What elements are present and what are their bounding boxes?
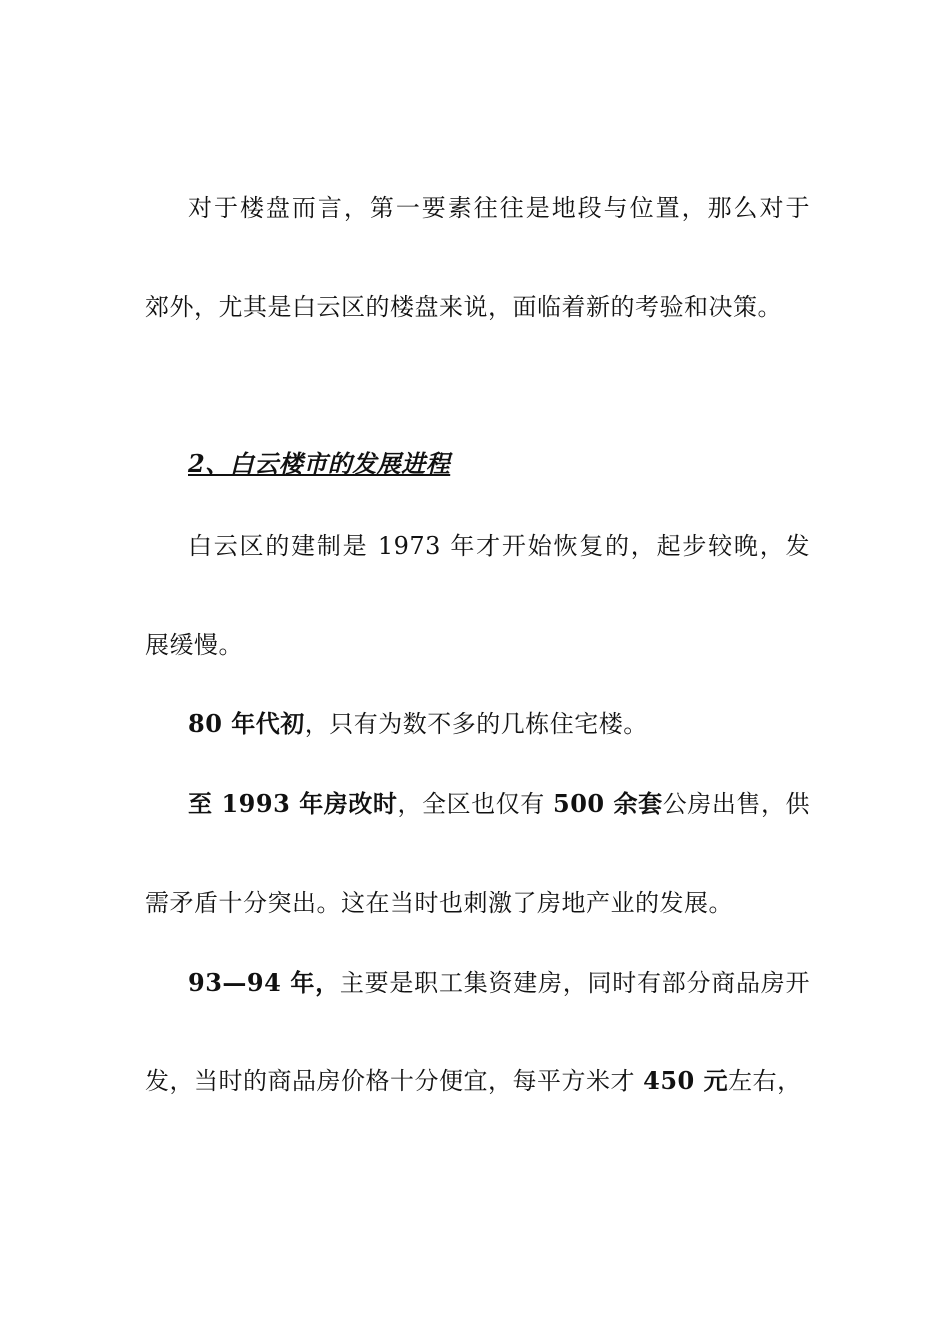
paragraph-5-line-1 [188,967,810,999]
paragraph-1-line-1: 对于楼盘而言，第一要素往往是地段与位置，那么对于 [188,194,810,222]
paragraph-4-text-2: 公房出售，供 [662,790,811,818]
paragraph-1-line-2: 郊外，尤其是白云区的楼盘来说，面临着新的考验和决策。 [145,293,782,321]
paragraph-4-line-1 [188,788,810,820]
paragraph-2-line-2: 展缓慢。 [145,631,243,659]
paragraph-5-line-2-text: 发，当时的商品房价格十分便宜，每平方米才 [145,1067,644,1095]
paragraph-5-bold-1: 93—94 年， [188,968,340,997]
paragraph-2-line-1: 白云区的建制是 1973 年才开始恢复的，起步较晚，发 [188,532,810,560]
paragraph-4-bold-2: 500 余套 [553,789,663,818]
paragraph-4-text-1: ，全区也仅有 [397,790,554,818]
paragraph-5-line-2-bold: 450 元 [643,1066,729,1095]
paragraph-3-text: ，只有为数不多的几栋住宅楼。 [304,710,648,738]
paragraph-5-line-2-tail: 左右， [728,1067,802,1095]
section-heading-text: 2、白云楼市的发展进程 [188,449,451,478]
paragraph-4-bold-1: 至 1993 年房改时 [188,789,398,818]
paragraph-5-line-2 [145,1065,810,1097]
paragraph-3 [188,708,810,740]
paragraph-3-bold: 80 年代初 [188,709,305,738]
section-heading [188,448,810,480]
paragraph-4-line-2: 需矛盾十分突出。这在当时也刺激了房地产业的发展。 [145,889,733,917]
paragraph-5-text-1: 主要是职工集资建房，同时有部分商品房开 [339,969,811,997]
